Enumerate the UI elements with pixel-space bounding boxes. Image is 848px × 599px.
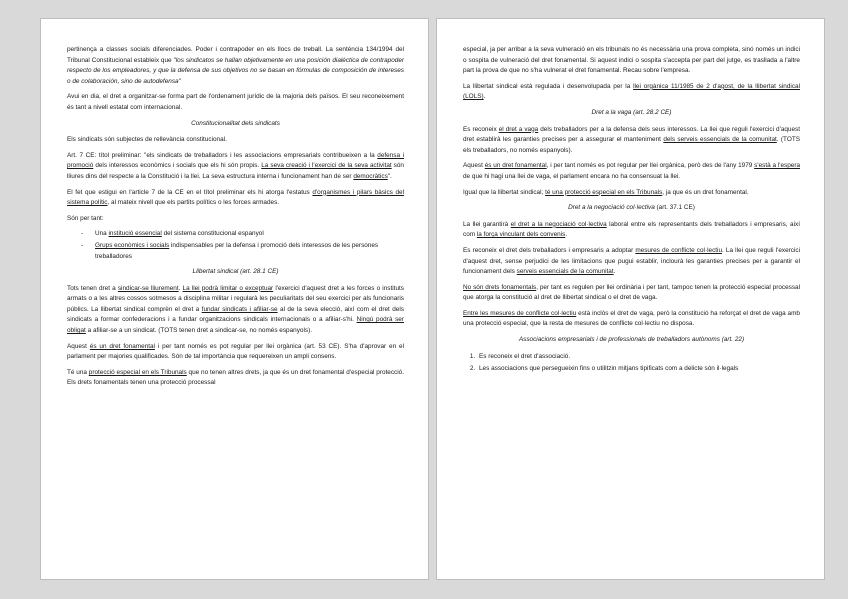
paragraph: No són drets fonamentals, per tant es regulen per llei ordinària i per tant, tampoc tenen la protecció especial processal que atorga la constitució al dret de llibertat sindical o el dret de vaga.: [463, 283, 800, 302]
document-page-left: [40, 18, 429, 580]
section-heading: Dret a la vaga (art. 28.2 CE): [591, 108, 672, 116]
paragraph: Té una protecció especial en els Tribunals que no tenen altres drets, ja que és un dret fonamental d'especial protecció. Els drets fonamentals tenen una protecció processal: [67, 368, 404, 387]
paragraph: Els sindicats són subjectes de rellevància constitucional.: [67, 136, 227, 144]
section-heading: Associacions empresarials i de professionals de treballadors autònoms (art. 22): [518, 336, 745, 344]
paragraph: Aquest és un dret fonamental, i per tant només es pot regular per llei orgànica, però des de l'any 1979 s'està a l'espera de que hi hagi una llei de vaga, el parlament encara no ha consensuat la llei.: [463, 162, 801, 180]
paragraph: La llei garantirà el dret a la negociació col·lectiva laboral entre els representants dels treballadors i empresaris, així com la força vinculant dels convenis.: [463, 220, 800, 239]
paragraph: especial, ja per arribar a la seva vulneració en els tribunals no és necessària una prova completa, sinó només un indici o sospita de vulneració del dret fonamental. Si aquest indici o sospita s'accepta per part del jutge, es trasllada a l'altre part la prova de que no s'ha vulnerat el dret fonamental. Recau sobre l'empresa.: [463, 46, 800, 75]
paragraph: Entre les mesures de conflicte col·lectiu està inclòs el dret de vaga, però la constitució ha reforçat el dret de vaga amb una protecció especial, que la resta de mesures de conflicte col·lectiu no disposa.: [463, 309, 800, 328]
paragraph: Es reconeix el dret dels treballadors i empresaris a adoptar mesures de conflicte col·lectiu. La llei que reguli l'exercici d'aquest dret, sense perjudici de les limitacions que pugui establir, inclourà les garanties precises per a garantir el funcionament dels serveis essencials de la comunitat.: [463, 246, 800, 276]
quote: "los sindicatos se hallan objetivamente en una posición dialéctica de contrapoder respecto de los empleadores, y que la defensa de sus objetivos no se basan en fórmulas de composición de intereses o de colaboración, sino de autodefensa": [67, 56, 405, 85]
list-item: - Una institució essencial del sistema constitucional espanyol: [95, 229, 404, 240]
list-item: 2. Les associacions que persegueixin fins o utilitzin mitjans tipificats com a delicte són il·legals: [477, 364, 800, 375]
paragraph: Es reconeix el dret a vaga dels treballadors per a la defensa dels seus interessos. La llei que reguli l'exercici d'aquest dret establirà les garanties precises per a assegurar el manteniment dels serveis essencials de la comunitat. (TOTS els treballadors, no només espanyols).: [463, 125, 801, 154]
paragraph: Igual que la llibertat sindical, té una protecció especial en els Tribunals, ja que és un dret fonamental.: [463, 188, 749, 196]
paragraph: Tots tenen dret a sindicar-se lliurement. La llei podrà limitar o exceptuar l'exercici d'aquest dret a les forces o instituts armats o a les altres cossos sotmesos a disciplina militar i regularà les peculiaritats del seu exercici per als funcionaris públics. La llibertat sindical comprèn el dret a fundar sindicats i afiliar-se al de la seva elecció, així com el dret dels sindicats a formar confederacions i a fundar organitzacions sindicals internacionals o a afiliar-s'hi. Ningú podrà ser obligat a afiliar-se a un sindicat. (TOTS tenen dret a sindicar-se, no només espanyols).: [67, 284, 404, 335]
paragraph: Art. 7 CE: títol preliminar: "els sindicats de treballadors i les associacions empresarials contribueixen a la defensa i promoció dels interessos econòmics i socials que els hi són propis. La seva creació i l'exercici de la seva activitat són lliures dins del respecte a la Constitució i la llei. La seva estructura interna i funcionament han de ser democràtics".: [67, 151, 404, 180]
bullet-list: [67, 229, 404, 262]
list-item: - Grups econòmics i socials indispensables per la defensa i promoció dels interessos de les persones treballadores: [95, 241, 404, 262]
section-heading: Dret a la negociació col·lectiva (art. 37.1 CE): [568, 204, 695, 212]
section-heading: Constitucionalitat dels sindicats: [191, 119, 280, 127]
paragraph: Avui en dia, el dret a organitzar-se forma part de l'ordenament jurídic de la majoria dels països. El seu reconeixement és tant a nivell estatal com internacional.: [67, 93, 404, 111]
numbered-list: [463, 352, 800, 375]
list-item: 1. Es reconeix el dret d'associació.: [477, 352, 800, 363]
paragraph: La llibertat sindical està regulada i desenvolupada per la llei orgànica 11/1985 de 2 d'agost, de la llibertat sindical (LOLS).: [463, 82, 800, 101]
paragraph: pertinença a classes socials diferenciades. Poder i contrapoder en els llocs de treball. La sentència 134/1994 del Tribunal Constitucional estableix que "los sindicatos se hallan objetivamente en una posición dialéctica de contrapoder respecto de los empleadores, y que la defensa de sus objetivos no se basan en fórmulas de composición de intereses o de colaboración, sino de autodefensa": [67, 46, 405, 85]
section-heading: Llibertat sindical (art. 28.1 CE): [192, 268, 279, 276]
document-page-right: [436, 18, 825, 580]
paragraph: Aquest és un dret fonamental i per tant només es pot regular per llei orgànica (art. 53 CE). S'ha d'aprovar en el parlament per majories qualificades. Són de tal importància que requereixen un ampli consens.: [67, 342, 405, 361]
paragraph: Són per tant:: [67, 214, 104, 222]
paragraph: El fet que estigui en l'article 7 de la CE en el títol preliminar els hi atorga l'estatus d'organismes i pilars bàsics del sistema polític, al mateix nivell que els partits polítics o les forces armades.: [67, 188, 405, 207]
